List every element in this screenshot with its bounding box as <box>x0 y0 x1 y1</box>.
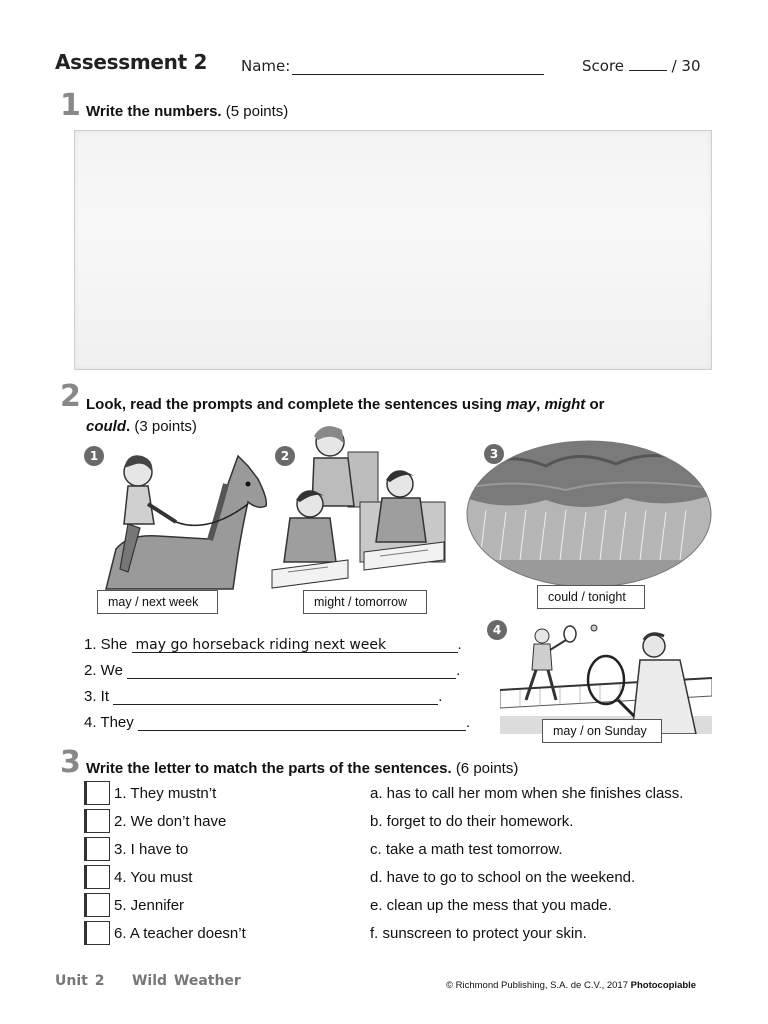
sentence-3-prefix: 3. It <box>84 688 110 705</box>
sentence-4-answer <box>138 715 142 731</box>
numbers-writing-area[interactable] <box>74 130 712 370</box>
match-left-2: 2. We don’t have <box>114 813 227 830</box>
sentence-1-answer-field[interactable] <box>132 636 458 653</box>
match-right-e: e. clean up the mess that you made. <box>370 897 612 914</box>
name-label: Name: <box>241 57 291 75</box>
tennis-illustration <box>500 620 712 734</box>
sentence-2-suffix: . <box>456 662 461 679</box>
sentence-4-prefix: 4. They <box>84 714 134 731</box>
picture-3-rain-clouds <box>466 440 712 588</box>
section-1-points: (5 points) <box>225 103 289 120</box>
name-field[interactable] <box>292 74 544 75</box>
sentence-4-suffix: . <box>465 714 471 731</box>
section-2-number: 2 <box>60 379 81 414</box>
section-1-instruction <box>86 103 288 120</box>
word-may: may <box>506 396 537 413</box>
sentence-3 <box>84 688 442 705</box>
picture-1-prompt: may / next week <box>97 590 218 614</box>
picture-2-badge: 2 <box>275 446 295 466</box>
picture-1-badge: 1 <box>84 446 104 466</box>
answer-box-3[interactable] <box>84 837 110 861</box>
match-left-3: 3. I have to <box>114 841 189 858</box>
section-3-instruction <box>86 760 518 777</box>
comma: , <box>536 396 545 413</box>
footer-unit-title: Wild Weather <box>131 973 241 989</box>
section-3-points: (6 points) <box>455 760 519 777</box>
picture-4-badge: 4 <box>487 620 507 640</box>
sentence-1 <box>84 636 462 653</box>
score-label: Score <box>582 57 625 75</box>
classroom-illustration <box>268 422 453 594</box>
match-right-f: f. sunscreen to protect your skin. <box>370 925 587 942</box>
match-right-c: c. take a math test tomorrow. <box>370 841 563 858</box>
page-title: Assessment 2 <box>55 50 208 74</box>
word-might: might <box>544 396 586 413</box>
photocopiable-label: Photocopiable <box>630 980 697 991</box>
picture-2-prompt: might / tomorrow <box>303 590 427 614</box>
answer-box-2[interactable] <box>84 809 110 833</box>
sentence-2-answer <box>127 663 131 679</box>
section-1-number: 1 <box>60 88 81 123</box>
picture-1-girl-on-horse <box>98 444 278 594</box>
answer-box-4[interactable] <box>84 865 110 889</box>
section-3-instruction-text: Write the letter to match the parts of the sentences. <box>86 760 452 777</box>
match-left-4: 4. You must <box>114 869 193 886</box>
match-right-a: a. has to call her mom when she finishes class. <box>370 785 684 802</box>
word-could: could <box>86 418 126 435</box>
section-3-number: 3 <box>60 745 81 780</box>
sentence-3-answer <box>113 689 117 705</box>
answer-box-6[interactable] <box>84 921 110 945</box>
picture-4-tennis-players <box>500 620 712 734</box>
match-right-b: b. forget to do their homework. <box>370 813 574 830</box>
section-2-instruction-text: Look, read the prompts and complete the sentences using <box>86 396 507 413</box>
rain-clouds-illustration <box>466 440 712 588</box>
section-2-points: (3 points) <box>134 418 197 435</box>
section-1-instruction-text: Write the numbers. <box>86 103 222 120</box>
picture-3-prompt: could / tonight <box>537 585 645 609</box>
footer-unit <box>55 973 241 989</box>
picture-3-badge: 3 <box>484 444 504 464</box>
or-text: or <box>585 396 605 413</box>
period: . <box>126 418 131 435</box>
horse-illustration <box>98 444 278 594</box>
sentence-2-answer-field[interactable] <box>127 662 456 679</box>
copyright-text: © Richmond Publishing, S.A. de C.V., 2017 <box>446 980 628 991</box>
picture-4-prompt: may / on Sunday <box>542 719 662 743</box>
sentence-2-prefix: 2. We <box>84 662 123 679</box>
match-left-5: 5. Jennifer <box>114 897 185 914</box>
score-total: / 30 <box>671 57 701 75</box>
match-left-6: 6. A teacher doesn’t <box>114 925 246 942</box>
sentence-4-answer-field[interactable] <box>138 714 466 731</box>
answer-box-1[interactable] <box>84 781 110 805</box>
sentence-1-answer: may go horseback riding next week <box>135 637 387 653</box>
sentence-1-prefix: 1. She <box>84 636 128 653</box>
sentence-4 <box>84 714 470 731</box>
sentence-2 <box>84 662 460 679</box>
sentence-1-suffix: . <box>457 636 462 653</box>
sentence-3-suffix: . <box>438 688 443 705</box>
sentence-3-answer-field[interactable] <box>113 688 438 705</box>
match-right-d: d. have to go to school on the weekend. <box>370 869 636 886</box>
answer-box-5[interactable] <box>84 893 110 917</box>
picture-2-students-at-desks <box>268 422 453 594</box>
footer-unit-number: Unit 2 <box>55 973 105 989</box>
score-area <box>582 57 701 75</box>
footer-copyright <box>446 980 696 991</box>
match-left-1: 1. They mustn’t <box>114 785 217 802</box>
score-field[interactable] <box>629 58 667 71</box>
